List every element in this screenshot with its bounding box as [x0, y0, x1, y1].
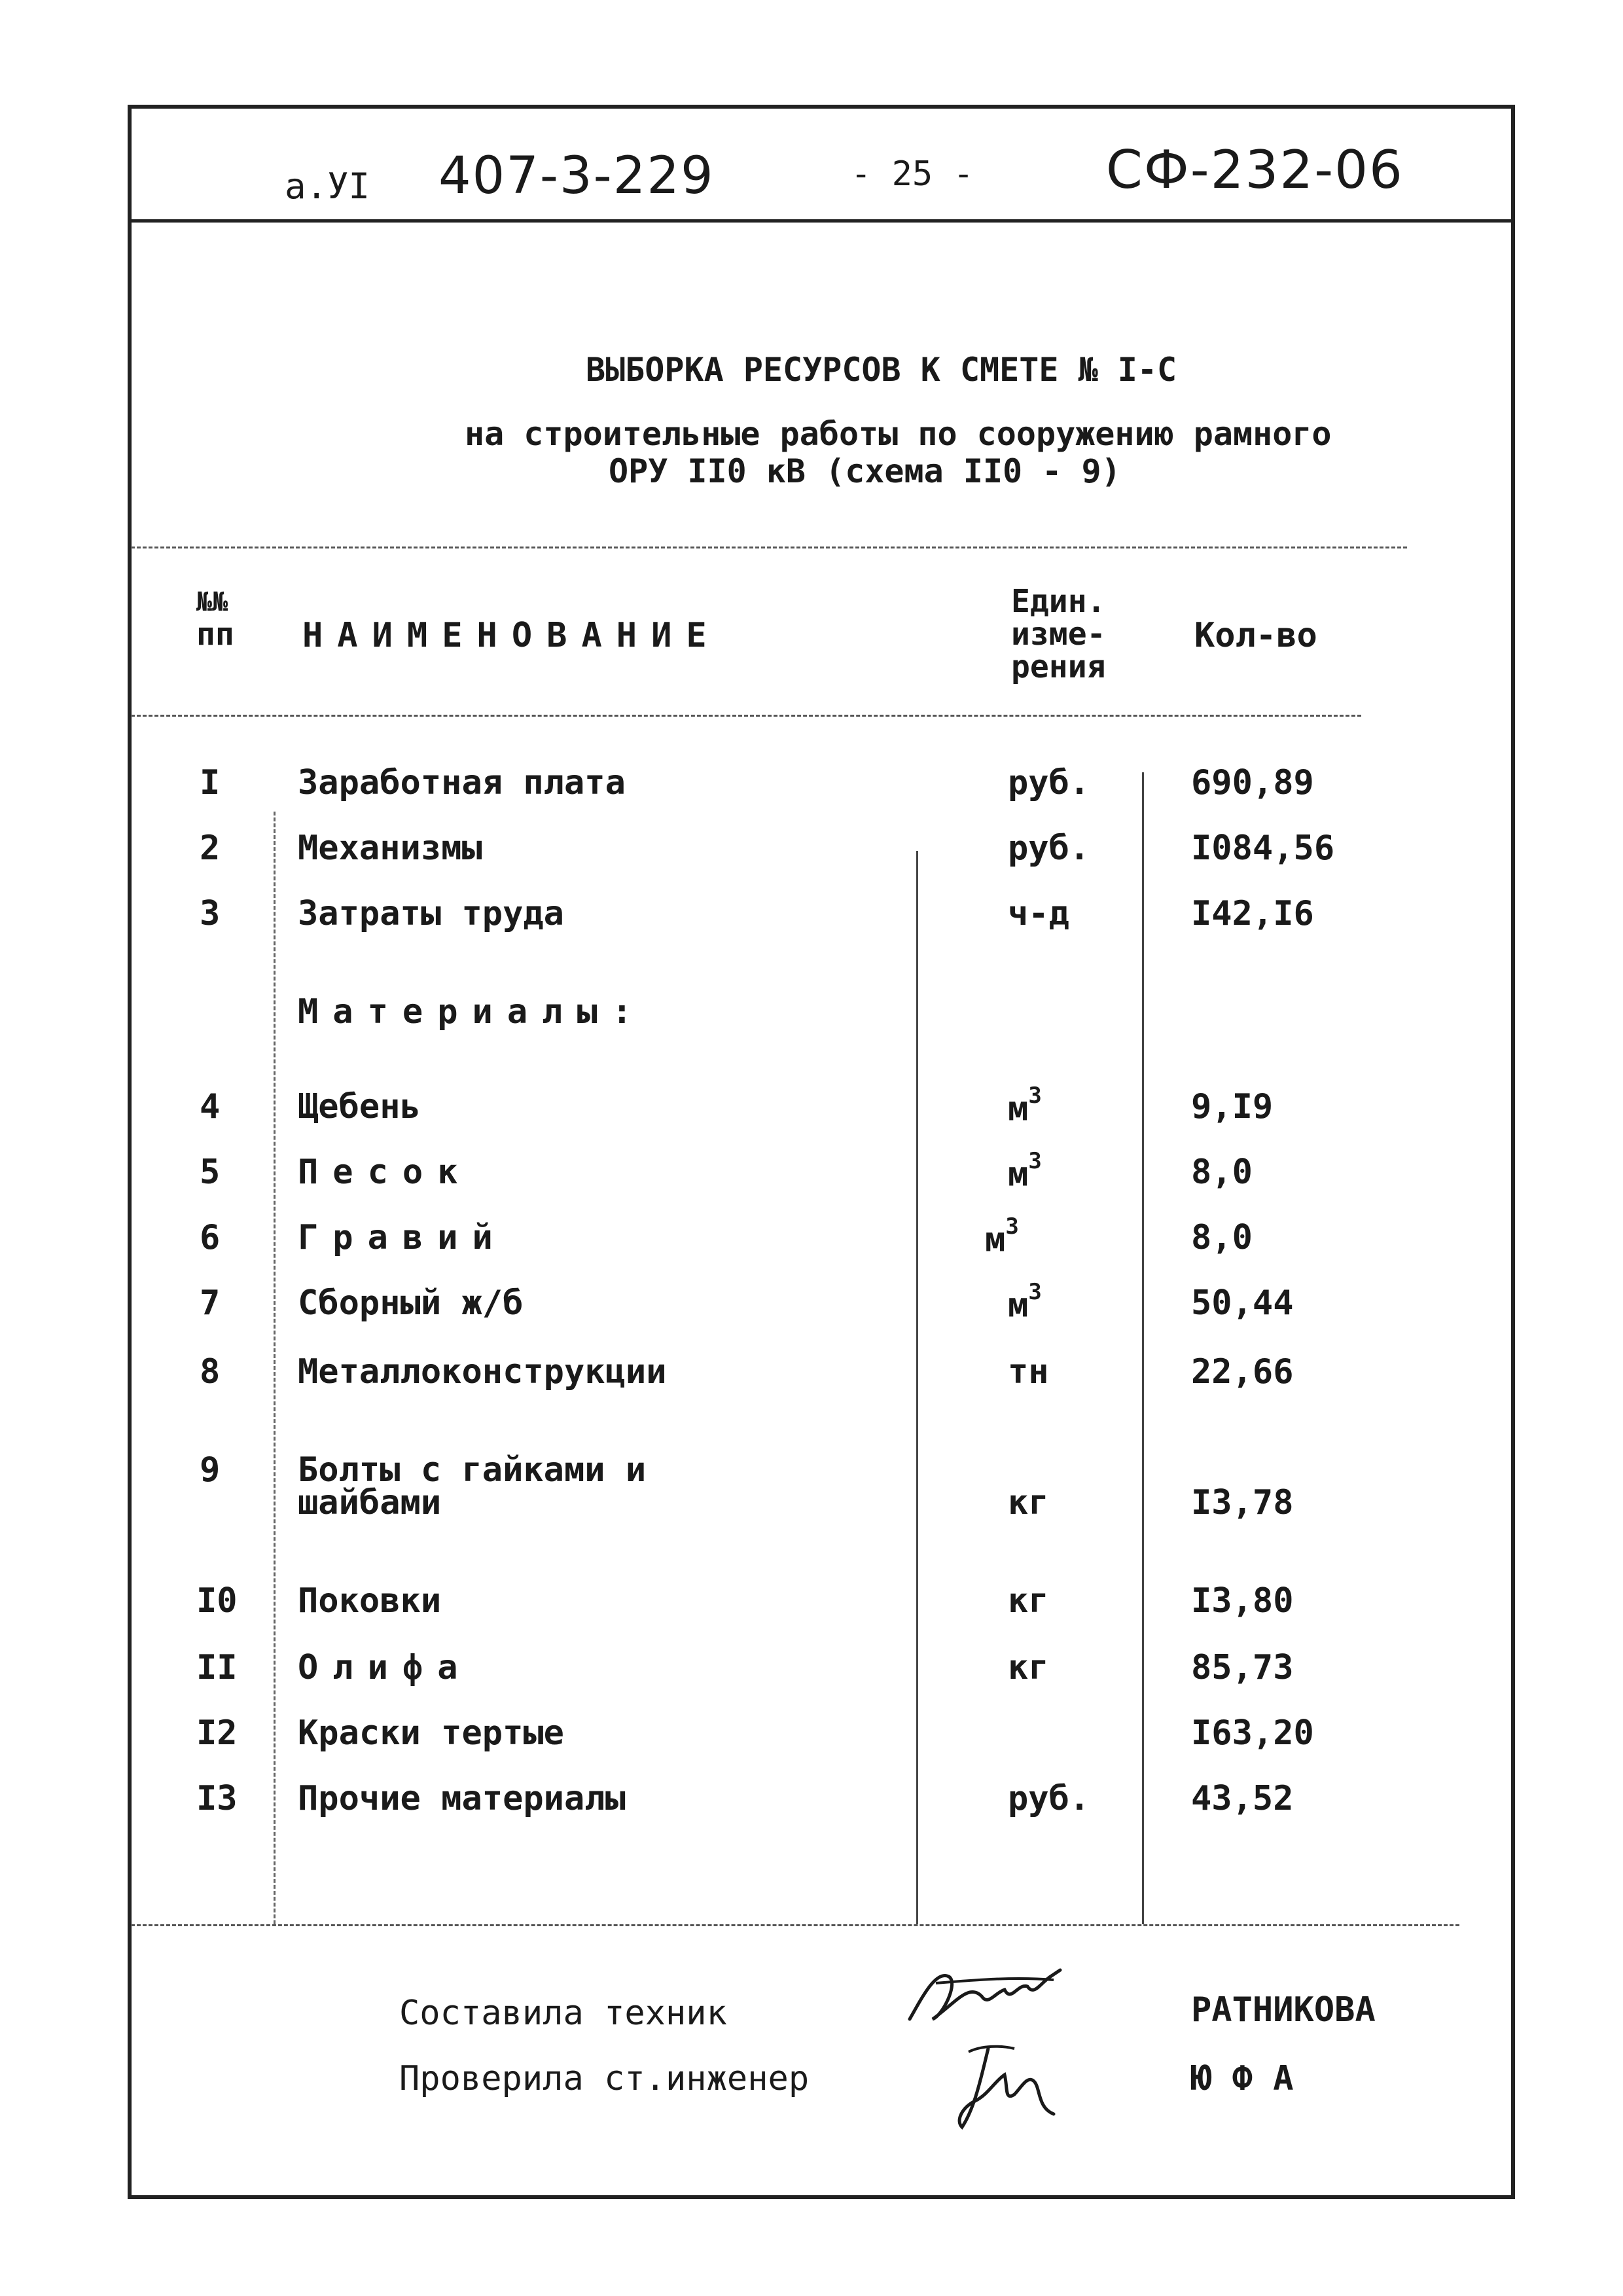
row-num: 6 [200, 1218, 221, 1257]
row-name: Поковки [298, 1581, 442, 1621]
row-num: 5 [200, 1153, 221, 1192]
row-num: I0 [196, 1581, 238, 1621]
row-unit [1008, 1148, 1042, 1194]
row-unit: тн [1008, 1352, 1049, 1391]
row-unit [1008, 1279, 1042, 1325]
row-num: II [196, 1648, 238, 1687]
row-qty: 8,0 [1191, 1218, 1253, 1257]
row-name: Краски тертые [298, 1713, 564, 1753]
col-sep-unit-qty [1142, 772, 1144, 1924]
col-header-unit-1: Един. [1011, 583, 1106, 620]
sheet-prefix: а.УI [285, 166, 370, 207]
document-subtitle-line2: ОРУ II0 кВ (схема II0 - 9) [609, 452, 1121, 490]
row-unit: кг [1008, 1581, 1049, 1621]
row-unit [985, 1213, 1019, 1260]
row-qty: 22,66 [1191, 1352, 1294, 1391]
row-qty: 8,0 [1191, 1153, 1253, 1192]
row-num: 8 [200, 1352, 221, 1391]
row-unit-sup: 3 [1005, 1213, 1019, 1240]
row-name: Затраты труда [298, 894, 564, 933]
page-number: - 25 - [851, 154, 974, 194]
row-num: 2 [200, 829, 221, 868]
row-name: Прочие материалы [298, 1779, 626, 1818]
row-unit-base: м [985, 1220, 1006, 1260]
row-name: Болты с гайками и [298, 1450, 647, 1490]
row-unit-sup: 3 [1028, 1148, 1042, 1174]
project-code: 407-3-229 [438, 147, 715, 206]
header-divider [130, 219, 1513, 223]
row-num: 7 [200, 1283, 221, 1323]
col-header-qty: Кол-во [1194, 616, 1317, 655]
col-sep-name-unit [916, 851, 918, 1924]
row-qty: I42,I6 [1191, 894, 1314, 933]
compiler-signature [897, 1957, 1080, 2036]
checker-name: Ю Ф А [1191, 2059, 1294, 2098]
table-bottom-rule [131, 1924, 1459, 1926]
row-unit-base: м [1008, 1089, 1029, 1129]
row-unit [1008, 1083, 1042, 1129]
row-unit-sup: 3 [1028, 1083, 1042, 1109]
row-name: Металлоконструкции [298, 1352, 667, 1391]
row-num: 4 [200, 1087, 221, 1126]
col-header-num-1: №№ [196, 587, 228, 617]
row-qty: 9,I9 [1191, 1087, 1274, 1126]
row-name: Песок [298, 1153, 473, 1192]
document-code: СФ-232-06 [1106, 139, 1404, 200]
row-qty: 50,44 [1191, 1283, 1294, 1323]
checker-signature [942, 2036, 1073, 2140]
row-name-continued: шайбами [298, 1483, 442, 1522]
row-qty: I63,20 [1191, 1713, 1314, 1753]
col-header-unit-3: рения [1011, 649, 1106, 685]
row-name: Заработная плата [298, 763, 626, 802]
row-unit: ч-д [1008, 894, 1069, 933]
row-name: Щебень [298, 1087, 421, 1126]
row-unit: кг [1008, 1483, 1049, 1522]
row-qty: 690,89 [1191, 763, 1314, 802]
col-sep-num-name [274, 812, 276, 1924]
row-unit-base: м [1008, 1155, 1029, 1194]
row-unit: руб. [1008, 829, 1090, 868]
col-header-num-2: пп [196, 616, 234, 653]
checked-by-label: Проверила ст.инженер [399, 2059, 810, 2098]
table-top-rule [131, 547, 1407, 548]
row-num: 3 [200, 894, 221, 933]
col-header-unit-2: изме- [1011, 616, 1106, 653]
row-num: I2 [196, 1713, 238, 1753]
compiled-by-label: Составила техник [399, 1994, 727, 2033]
row-unit: руб. [1008, 763, 1090, 802]
compiler-name: РАТНИКОВА [1191, 1990, 1376, 2030]
col-header-name: НАИМЕНОВАНИЕ [302, 616, 721, 655]
row-section-name: Материалы: [298, 992, 647, 1031]
row-unit-sup: 3 [1028, 1279, 1042, 1305]
document-title: ВЫБОРКА РЕСУРСОВ К СМЕТЕ № I-С [586, 351, 1177, 389]
row-num: 9 [200, 1450, 221, 1490]
row-name: Гравий [298, 1218, 507, 1257]
row-unit: кг [1008, 1648, 1049, 1687]
row-num: I [200, 763, 221, 802]
row-qty: I3,80 [1191, 1581, 1294, 1621]
table-header-rule [131, 715, 1361, 717]
document-subtitle-line1: на строительные работы по сооружению рамного [465, 415, 1332, 453]
row-name: Олифа [298, 1648, 473, 1687]
row-unit: руб. [1008, 1779, 1090, 1818]
row-num: I3 [196, 1779, 238, 1818]
row-name: Сборный ж/б [298, 1283, 524, 1323]
row-unit-base: м [1008, 1285, 1029, 1325]
row-qty: I3,78 [1191, 1483, 1294, 1522]
row-qty: 85,73 [1191, 1648, 1294, 1687]
row-name: Механизмы [298, 829, 482, 868]
row-qty: 43,52 [1191, 1779, 1294, 1818]
row-qty: I084,56 [1191, 829, 1335, 868]
